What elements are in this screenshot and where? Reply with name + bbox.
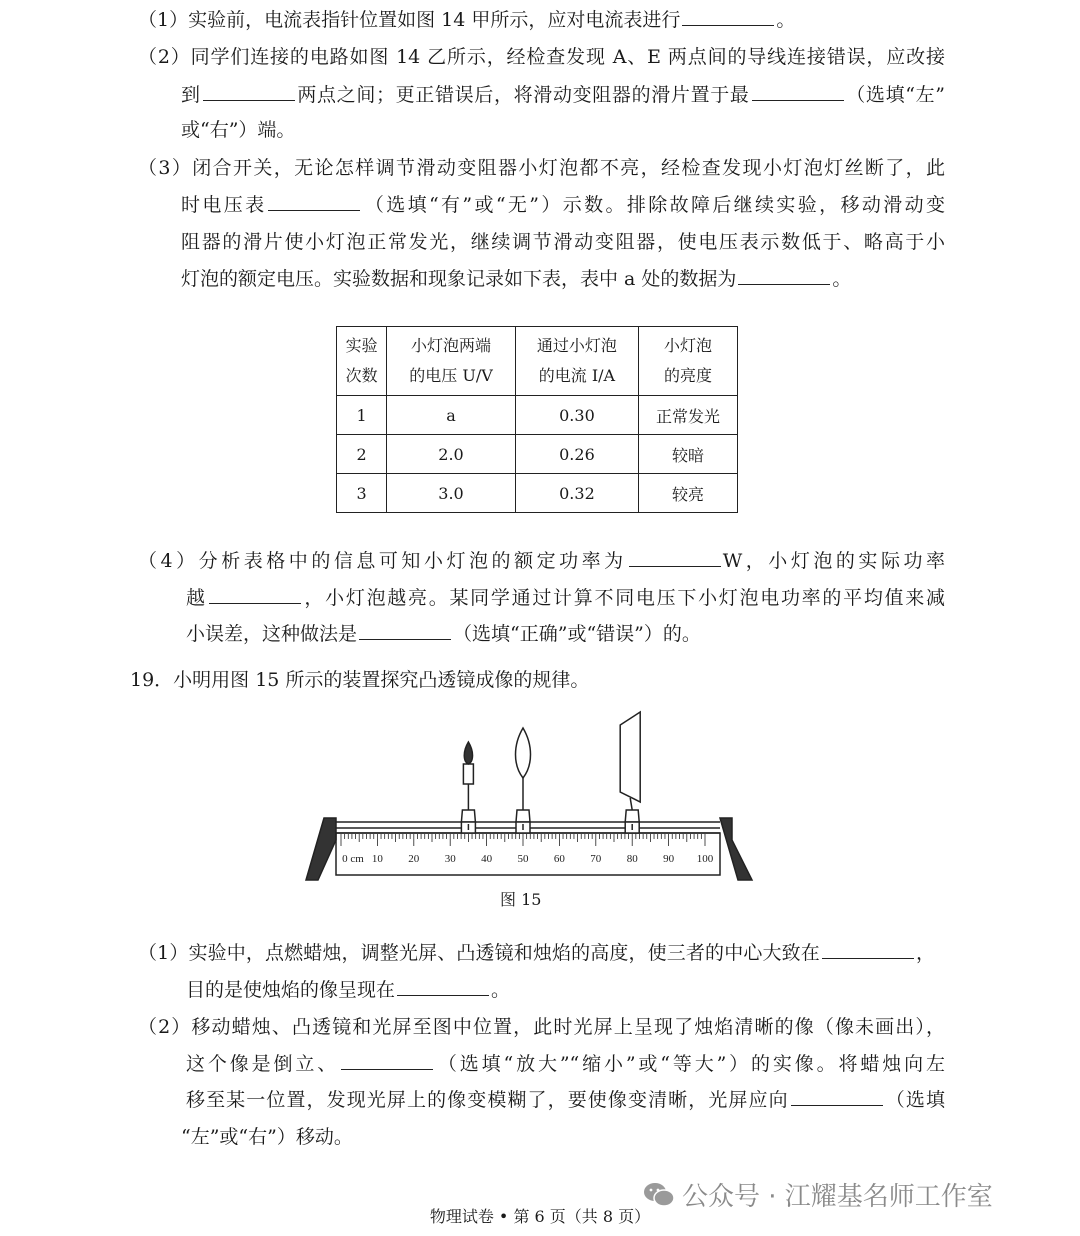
text-segment: （1）实验中，点燃蜡烛，调整光屏、凸透镜和烛焰的高度，使三者的中心大致在 (138, 942, 820, 964)
table-cell: 3.0 (387, 474, 516, 513)
table-cell: 2 (337, 435, 387, 474)
answer-blank[interactable] (682, 7, 774, 26)
table-cell: 0.26 (515, 435, 638, 474)
text-line (186, 621, 701, 647)
text-line (130, 667, 589, 693)
text-segment: 。 (491, 979, 511, 1001)
answer-blank[interactable] (629, 548, 721, 567)
table-cell: 0.30 (515, 396, 638, 435)
table-row (337, 435, 738, 474)
text-line (181, 192, 945, 218)
text-line (181, 266, 851, 292)
text-segment: （选填“放大”“缩小”或“等大”）的实像。将蜡烛向左 (435, 1053, 945, 1075)
text-segment: 移至某一位置，发现光屏上的像变模糊了，要使像变清晰，光屏应向 (186, 1089, 789, 1111)
text-segment: （2）同学们连接的电路如图 14 乙所示，经检查发现 A、E 两点间的导线连接错误，应改接 (138, 46, 945, 68)
light-screen (620, 712, 640, 802)
table-cell: 1 (337, 396, 387, 435)
text-segment: 越 (186, 587, 207, 609)
header-text: 的电压 U/V (409, 366, 493, 385)
text-segment: 。 (832, 268, 852, 290)
candle (463, 764, 473, 784)
header-text: 的电流 I/A (538, 366, 616, 385)
header-text: 次数 (345, 366, 378, 385)
watermark-text: 公众号 · 江耀基名师工作室 (682, 1182, 993, 1212)
text-segment: ，小灯泡越亮。某同学通过计算不同电压下小灯泡电功率的平均值来减 (302, 587, 945, 609)
right-stand (720, 818, 752, 880)
holder-base (461, 810, 475, 822)
table-cell: 3 (337, 474, 387, 513)
text-segment: ， (915, 942, 935, 964)
screen-stem (630, 798, 632, 810)
ruler-label: 100 (696, 853, 714, 865)
flame (464, 742, 472, 764)
table-cell: a (387, 396, 516, 435)
answer-blank[interactable] (359, 621, 451, 640)
header-text: 通过小灯泡 (536, 336, 617, 355)
text-line (138, 7, 795, 33)
answer-blank[interactable] (268, 192, 360, 211)
ruler-label: 80 (626, 853, 638, 865)
table-row (337, 474, 738, 513)
text-segment: “左”或“右”）移动。 (181, 1126, 353, 1148)
text-segment: 两点之间；更正错误后，将滑动变阻器的滑片置于最 (296, 84, 750, 106)
ruler-label: 70 (590, 853, 602, 865)
table-cell: 正常发光 (639, 396, 738, 435)
text-segment: W，小灯泡的实际功率 (722, 550, 946, 572)
text-segment: （选填“有”或“无”）示数。排除故障后继续实验，移动滑动变 (362, 194, 945, 216)
ruler-label: 40 (481, 853, 493, 865)
text-line (181, 82, 945, 108)
answer-blank[interactable] (203, 82, 295, 101)
text-line (138, 44, 945, 70)
text-segment: 19．小明用图 15 所示的装置探究凸透镜成像的规律。 (130, 669, 590, 691)
header-cell (387, 327, 516, 396)
answer-blank[interactable] (341, 1051, 433, 1070)
answer-blank[interactable] (397, 977, 489, 996)
ruler-label: 30 (444, 853, 456, 865)
answer-blank[interactable] (738, 266, 830, 285)
text-segment: （选填“正确”或“错误”）的。 (453, 623, 701, 645)
text-line (181, 229, 945, 255)
text-segment: 时电压表 (181, 194, 267, 216)
convex-lens (516, 728, 531, 778)
text-line (138, 1014, 945, 1040)
text-segment: （4）分析表格中的信息可知小灯泡的额定功率为 (138, 550, 627, 572)
text-line (138, 548, 945, 574)
holder-base (516, 810, 530, 822)
header-text: 小灯泡 (664, 336, 713, 355)
ruler-label: 0 cm (342, 853, 364, 865)
text-line (138, 940, 935, 966)
holder-base (625, 810, 639, 822)
table-cell: 0.32 (515, 474, 638, 513)
header-text: 小灯泡两端 (411, 336, 492, 355)
table-header-row (337, 327, 738, 396)
text-segment: （选填“左” (845, 84, 945, 106)
text-segment: 小误差，这种做法是 (186, 623, 358, 645)
header-text: 的亮度 (664, 366, 713, 385)
table-cell: 较亮 (639, 474, 738, 513)
text-segment: （3）闭合开关，无论怎样调节滑动变阻器小灯泡都不亮，经检查发现小灯泡灯丝断了，此 (138, 157, 945, 179)
ruler-label: 10 (371, 853, 383, 865)
ruler-label: 60 (553, 853, 565, 865)
text-segment: 灯泡的额定电压。实验数据和现象记录如下表，表中 a 处的数据为 (181, 268, 737, 290)
text-segment: （选填 (884, 1089, 945, 1111)
answer-blank[interactable] (822, 940, 914, 959)
text-line (181, 117, 295, 143)
text-segment: 。 (776, 9, 796, 31)
experiment-table (336, 326, 738, 513)
text-segment: 目的是使烛焰的像呈现在 (186, 979, 396, 1001)
text-line (186, 977, 510, 1003)
ruler-label: 50 (517, 853, 529, 865)
text-segment: 这个像是倒立、 (186, 1053, 340, 1075)
header-cell (515, 327, 638, 396)
text-segment: （1）实验前，电流表指针位置如图 14 甲所示，应对电流表进行 (138, 9, 681, 31)
optical-bench-figure (300, 700, 760, 885)
answer-blank[interactable] (209, 585, 301, 604)
ruler-label: 90 (663, 853, 675, 865)
answer-blank[interactable] (791, 1087, 883, 1106)
text-segment: 或“右”）端。 (181, 119, 296, 141)
figure-caption: 图 15 (500, 890, 542, 909)
header-text: 实验 (345, 336, 378, 355)
text-segment: 到 (181, 84, 201, 106)
ruler-label: 20 (408, 853, 420, 865)
text-segment: 阻器的滑片使小灯泡正常发光，继续调节滑动变阻器，使电压表示数低于、略高于小 (181, 231, 945, 253)
header-cell (337, 327, 387, 396)
text-line (186, 1087, 945, 1113)
table-cell: 较暗 (639, 435, 738, 474)
text-line (186, 585, 945, 611)
text-line (138, 155, 945, 181)
table-cell: 2.0 (387, 435, 516, 474)
left-stand (306, 818, 336, 880)
page-footer: 物理试卷 • 第 6 页（共 8 页） (429, 1207, 651, 1226)
answer-blank[interactable] (752, 82, 844, 101)
text-line (186, 1051, 945, 1077)
text-segment: （2）移动蜡烛、凸透镜和光屏至图中位置，此时光屏上呈现了烛焰清晰的像（像未画出）， (138, 1016, 945, 1038)
text-line (181, 1124, 353, 1150)
header-cell (639, 327, 738, 396)
table-row (337, 396, 738, 435)
